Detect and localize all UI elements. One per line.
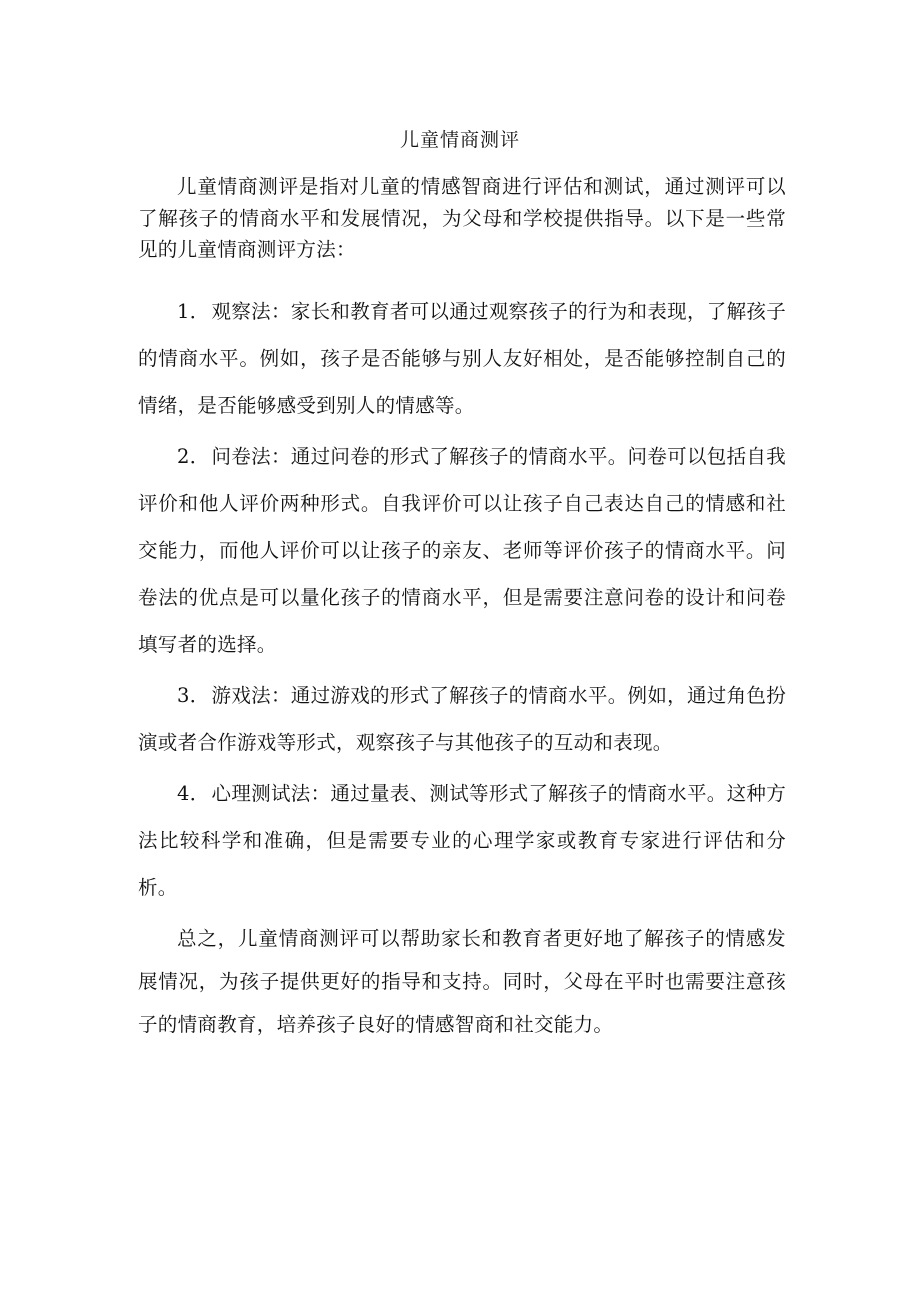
document-body	[138, 171, 786, 1046]
document-title: 儿童情商测评	[399, 129, 520, 151]
method-number: 4．	[177, 781, 210, 805]
method-text: 游戏法：通过游戏的形式了解孩子的情商水平。例如，通过角色扮演或者合作游戏等形式，观察孩子与其他孩子的互动和表现。	[138, 683, 786, 754]
method-paragraph-questionnaire	[138, 433, 786, 668]
method-text: 观察法：家长和教育者可以通过观察孩子的行为和表现，了解孩子的情商水平。例如，孩子是否能够与别人友好相处，是否能够控制自己的情绪，是否能够感受到别人的情感等。	[138, 299, 786, 417]
method-number: 1．	[177, 299, 210, 323]
method-paragraph-game	[138, 672, 786, 766]
method-paragraph-psychological-test	[138, 770, 786, 911]
method-text: 问卷法：通过问卷的形式了解孩子的情商水平。问卷可以包括自我评价和他人评价两种形式。自我评价可以让孩子自己表达自己的情感和社交能力，而他人评价可以让孩子的亲友、老师等评价孩子的情商水平。问卷法的优点是可以量化孩子的情商水平，但是需要注意问卷的设计和问卷填写者的选择。	[138, 444, 786, 656]
method-text: 心理测试法：通过量表、测试等形式了解孩子的情商水平。这种方法比较科学和准确，但是需要专业的心理学家或教育专家进行评估和分析。	[138, 781, 786, 899]
summary-paragraph: 总之，儿童情商测评可以帮助家长和教育者更好地了解孩子的情感发展情况，为孩子提供更好的指导和支持。同时，父母在平时也需要注意孩子的情商教育，培养孩子良好的情感智商和社交能力。	[138, 926, 786, 1036]
method-paragraph-observation	[138, 288, 786, 429]
method-number: 2．	[177, 444, 210, 468]
intro-paragraph: 儿童情商测评是指对儿童的情感智商进行评估和测试，通过测评可以了解孩子的情商水平和发展情况，为父母和学校提供指导。以下是一些常见的儿童情商测评方法：	[138, 175, 786, 261]
method-number: 3．	[177, 683, 210, 707]
